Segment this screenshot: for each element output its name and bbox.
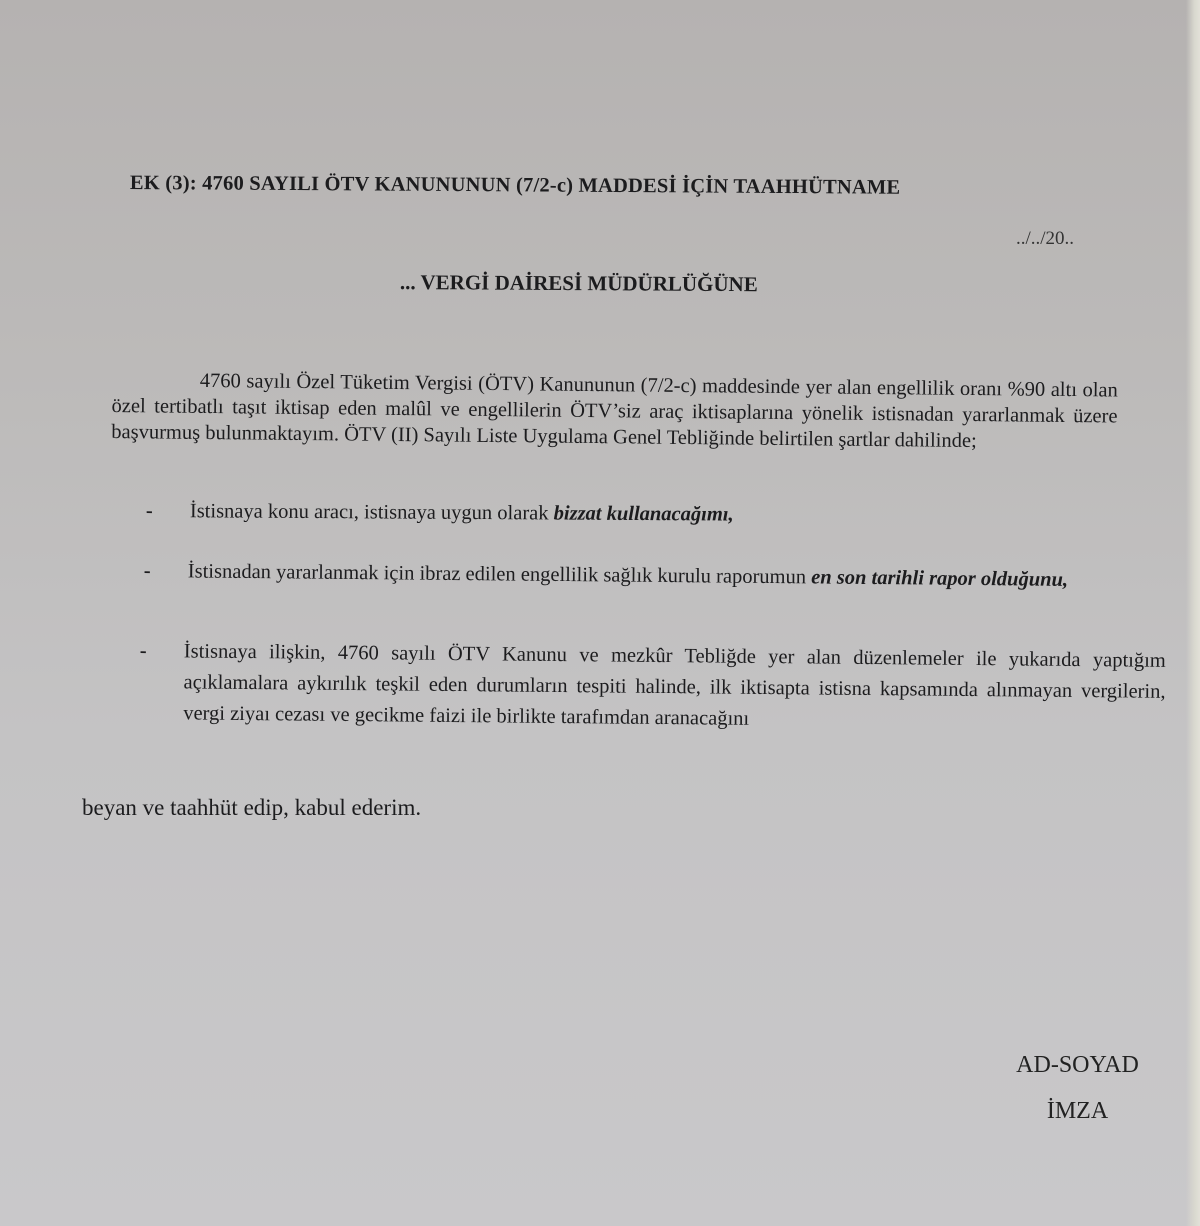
commitment-text [183,636,1166,738]
commitment-plain: İstisnadan yararlanmak için ibraz edilen engellilik sağlık kurulu raporumun [187,560,812,589]
addressee-heading: ... VERGİ DAİRESİ MÜDÜRLÜĞÜNE [399,270,758,297]
bullet-dash: - [139,639,147,663]
commitment-item-2 [143,556,1144,591]
bullet-dash: - [143,559,151,583]
signature-label: İMZA [1046,1098,1109,1124]
commitment-plain: İstisnaya konu aracı, istisnaya uygun olarak [189,500,554,525]
intro-text: 4760 sayılı Özel Tüketim Vergisi (ÖTV) Kanununun (7/2-c) maddesinde yer alan engellilik oranı %90 altı olan özel tertibatlı taşıt iktisap eden malûl ve engellilerin ÖTV’siz araç iktisaplarına yönelik istisnadan yararlanmak üzere başvurmuş bulunmaktayım. ÖTV (II) Sayılı Liste Uygulama Genel Tebliğinde belirtilen şartlar dahilinde; [111,369,1118,453]
date-placeholder: ../../20.. [1016,228,1075,249]
paragraph-indent [112,386,200,387]
name-surname-label: AD-SOYAD [1016,1052,1139,1078]
commitment-item-3 [139,636,1166,730]
intro-paragraph [111,367,1118,456]
paper-edge [1186,0,1200,1226]
commitment-text [190,496,1140,533]
commitment-item-1 [145,496,1146,526]
signature-block [1000,1042,1155,1134]
closing-statement: beyan ve taahhüt edip, kabul ederim. [82,795,422,820]
document-title: EK (3): 4760 SAYILI ÖTV KANUNUNUN (7/2-c) MADDESİ İÇİN TAAHHÜTNAME [129,172,901,199]
commitment-emphasis: bizzat kullanacağımı, [553,502,734,526]
bullet-dash: - [145,499,153,523]
commitment-text [188,556,1140,596]
commitment-emphasis: en son tarihli rapor olduğunu, [811,566,1069,591]
commitment-plain: İstisnaya ilişkin, 4760 sayılı ÖTV Kanunu ve mezkûr Tebliğde yer alan düzenlemeler ile yukarıda yaptığım açıklamalara aykırılık teşkil eden durumların tespiti halinde, ilk iktisapta istisna kapsamında alınmayan vergilerin, vergi ziyaı cezası ve gecikme faizi ile birlikte tarafımdan aranacağını [183,640,1166,730]
